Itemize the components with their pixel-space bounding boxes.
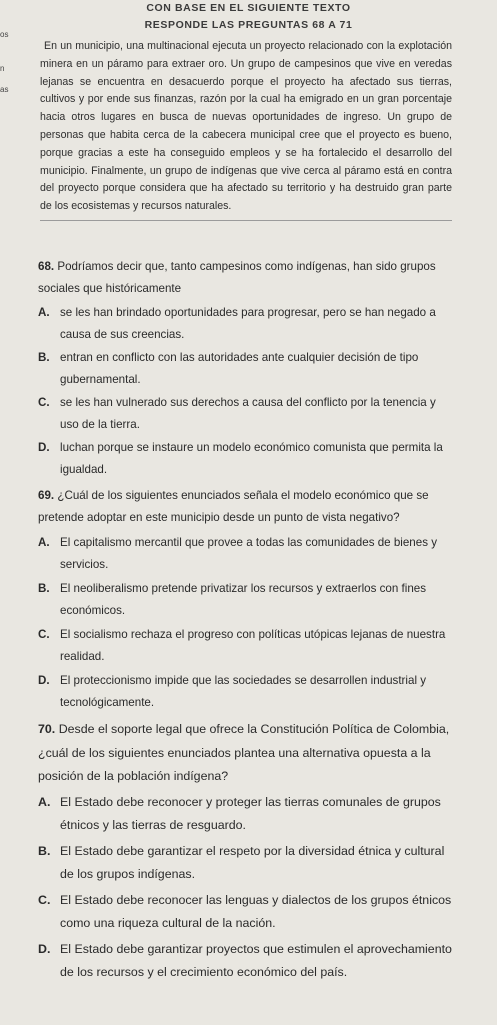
question-number: 68. <box>38 260 55 273</box>
option-a[interactable] <box>38 791 456 838</box>
question-69 <box>38 485 456 713</box>
option-letter: C. <box>38 628 50 641</box>
option-c[interactable] <box>38 624 456 667</box>
option-letter: C. <box>38 396 50 409</box>
option-letter: B. <box>38 582 50 595</box>
option-c[interactable] <box>38 392 456 435</box>
option-letter: B. <box>38 351 50 364</box>
option-text: El capitalismo mercantil que provee a todas las comunidades de bienes y servicios. <box>60 536 438 571</box>
option-text: El socialismo rechaza el progreso con políticas utópicas lejanas de nuestra realidad. <box>60 628 446 663</box>
option-b[interactable] <box>38 840 456 887</box>
question-68 <box>38 256 456 480</box>
option-text: se les han brindado oportunidades para progresar, pero se han negado a causa de sus creencias. <box>60 306 436 341</box>
margin-fragment-3: as <box>0 85 9 94</box>
option-c[interactable] <box>38 889 456 936</box>
option-d[interactable] <box>38 938 456 985</box>
margin-fragment-2: n <box>0 64 5 73</box>
option-letter: D. <box>38 674 50 687</box>
option-letter: C. <box>38 892 51 907</box>
question-stem: Desde el soporte legal que ofrece la Constitución Política de Colombia, ¿cuál de los siguientes enunciados plantea una alternativa opuesta a la posición de la población indígena? <box>38 722 450 783</box>
option-a[interactable] <box>38 532 456 575</box>
option-b[interactable] <box>38 578 456 621</box>
question-70 <box>38 718 456 985</box>
option-a[interactable] <box>38 302 456 345</box>
option-d[interactable] <box>38 670 456 713</box>
passage-text: En un municipio, una multinacional ejecuta un proyecto relacionado con la explotación minera en un páramo para extraer oro. Un grupo de campesinos que vive en veredas lejanas se encuentra en desacuerdo porque el proyecto ha afectado sus tierras, cultivos y por ende sus finanzas, razón por la cual ha emigrado en un gran porcentaje hacia otros lugares en busca de nuevas oportunidades de ingreso. Un grupo de personas que habita cerca de la cabecera municipal cree que el proyecto es bueno, porque gracias a este ha conseguido empleos y se ha fortalecido el desarrollo del municipio. Finalmente, un grupo de indígenas que vive cerca al páramo está en contra del proyecto porque considera que ha afectado su territorio y ha destruido gran parte de los ecosistemas y recursos naturales. <box>40 40 452 213</box>
question-stem: Podríamos decir que, tanto campesinos como indígenas, han sido grupos sociales que históricamente <box>38 260 436 295</box>
question-stem: ¿Cuál de los siguientes enunciados señala el modelo económico que se pretende adoptar en este municipio desde un punto de vista negativo? <box>38 489 429 524</box>
option-text: se les han vulnerado sus derechos a causa del conflicto por la tenencia y uso de la tierra. <box>60 396 436 431</box>
option-letter: A. <box>38 306 50 319</box>
option-text: El Estado debe garantizar proyectos que estimulen el aprovechamiento de los recursos y el crecimiento económico del país. <box>60 941 452 979</box>
option-letter: D. <box>38 941 51 956</box>
header-range: RESPONDE LAS PREGUNTAS 68 A 71 <box>144 19 353 31</box>
question-text <box>38 256 456 300</box>
option-text: luchan porque se instaure un modelo económico comunista que permita la igualdad. <box>60 441 443 476</box>
option-letter: A. <box>38 794 51 809</box>
option-letter: A. <box>38 536 50 549</box>
question-number: 69. <box>38 489 55 502</box>
question-text <box>38 485 456 529</box>
option-text: El Estado debe reconocer las lenguas y dialectos de los grupos étnicos como una riqueza cultural de la nación. <box>60 892 452 930</box>
option-text: El neoliberalismo pretende privatizar los recursos y extraerlos con fines económicos. <box>60 582 427 617</box>
option-text: El Estado debe garantizar el respeto por la diversidad étnica y cultural de los grupos indígenas. <box>60 843 445 881</box>
option-text: El Estado debe reconocer y proteger las tierras comunales de grupos étnicos y las tierras de resguardo. <box>60 794 441 832</box>
option-b[interactable] <box>38 347 456 390</box>
question-text <box>38 718 456 789</box>
option-text: entran en conflicto con las autoridades ante cualquier decisión de tipo gubernamental. <box>60 351 419 386</box>
option-letter: B. <box>38 843 51 858</box>
option-letter: D. <box>38 441 50 454</box>
reading-passage <box>40 38 452 221</box>
option-d[interactable] <box>38 437 456 480</box>
option-text: El proteccionismo impide que las sociedades se desarrollen industrial y tecnológicamente. <box>60 674 427 709</box>
margin-fragment-1: os <box>0 30 9 39</box>
header-instruction: CON BASE EN EL SIGUIENTE TEXTO <box>146 2 351 14</box>
question-number: 70. <box>38 722 56 736</box>
